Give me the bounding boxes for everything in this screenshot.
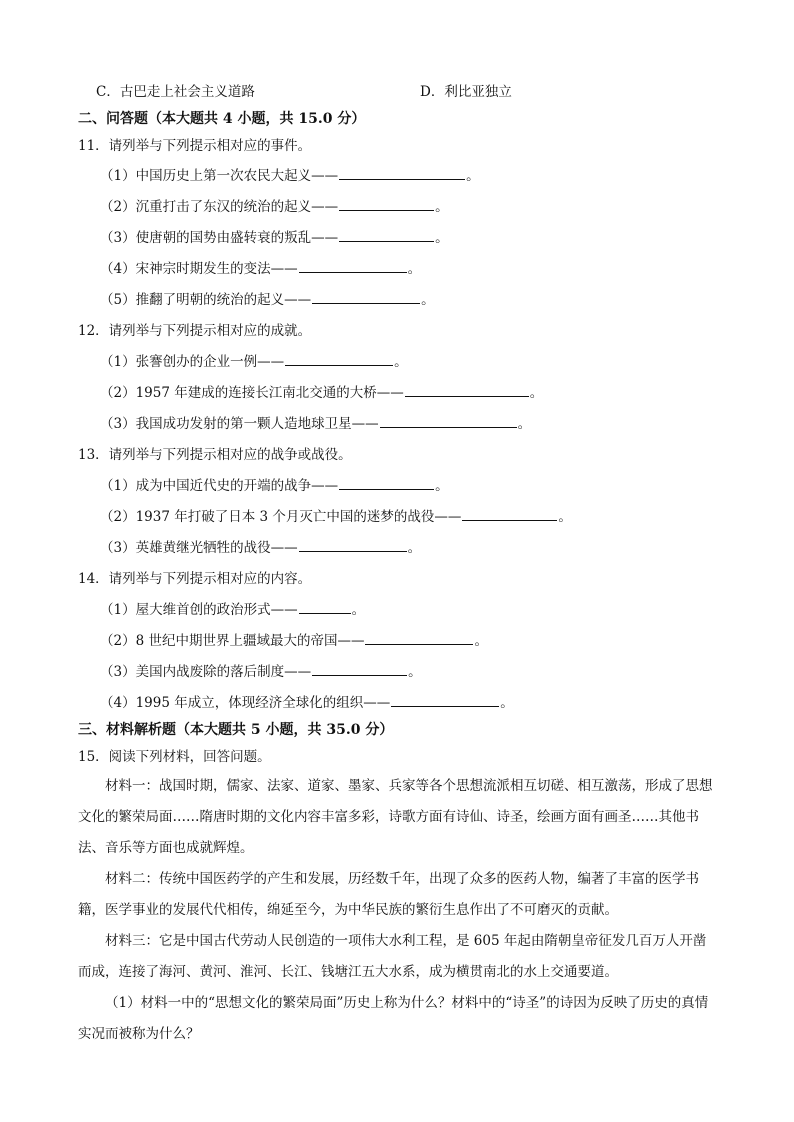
answer-blank[interactable] <box>339 477 434 490</box>
q14-item-2-end: 。 <box>474 633 488 649</box>
answer-blank[interactable] <box>299 260 407 273</box>
q14-item-1-end: 。 <box>351 602 366 618</box>
q13-item-2-text: （2）1937 年打破了日本 3 个月灭亡中国的迷梦的战役—— <box>100 509 462 525</box>
q13-item-1-text: （1）成为中国近代史的开端的战争—— <box>100 478 339 494</box>
q15-material-2: 材料二：传统中国医药学的产生和发展，历经数千年，出现了众多的医药人物，编著了丰富的医学书籍，医学事业的发展代代相传，绵延至今，为中华民族的繁衍生息作出了不可磨灭的贡献。 <box>78 871 699 918</box>
q11-item-5-text: （5）推翻了明朝的统治的起义—— <box>100 292 312 308</box>
q12-item-1-text: （1）张謇创办的企业一例—— <box>100 354 285 370</box>
q13-item-3-end: 。 <box>407 540 422 556</box>
answer-blank[interactable] <box>365 632 473 645</box>
q14-item-4-text: （4）1995 年成立，体现经济全球化的组织—— <box>100 695 391 711</box>
answer-blank[interactable] <box>339 229 434 242</box>
q11-item-1 <box>100 167 480 185</box>
answer-blank[interactable] <box>462 508 557 521</box>
q14-item-1-text: （1）屋大维首创的政治形式—— <box>100 602 298 618</box>
q12-item-2-text: （2）1957 年建成的连接长江南北交通的大桥—— <box>100 385 404 401</box>
option-d: D．利比亚独立 <box>420 84 512 100</box>
q15-subquestion-1: （1）材料一中的“思想文化的繁荣局面”历史上称为什么？材料中的“诗圣”的诗因为反映了历史的真情实况而被称为什么？ <box>78 995 709 1042</box>
q11-item-2 <box>100 198 449 216</box>
q11-item-1-end: 。 <box>466 168 480 184</box>
section-2-title: 二、问答题（本大题共 4 小题，共 15.0 分） <box>78 111 366 127</box>
q12-item-1-end: 。 <box>394 354 408 370</box>
q12-item-3 <box>100 415 531 433</box>
q13-stem: 13．请列举与下列提示相对应的战争或战役。 <box>78 447 352 463</box>
answer-blank[interactable] <box>312 663 407 676</box>
q11-item-4-end: 。 <box>407 261 422 277</box>
q14-item-2 <box>100 632 488 650</box>
q14-item-1 <box>100 601 365 619</box>
q15-material-1: 材料一：战国时期，儒家、法家、道家、墨家、兵家等各个思想流派相互切磋、相互激荡，形成了思想文化的繁荣局面……隋唐时期的文化内容丰富多彩，诗歌方面有诗仙、诗圣，绘画方面有画圣……其他书法、音乐等方面也成就辉煌。 <box>78 778 713 856</box>
answer-blank[interactable] <box>299 539 407 552</box>
answer-blank[interactable] <box>405 384 529 397</box>
q12-item-2 <box>100 384 543 402</box>
q13-item-1-end: 。 <box>435 478 449 494</box>
q11-item-4-text: （4）宋神宗时期发生的变法—— <box>100 261 298 277</box>
q11-item-4 <box>100 260 421 278</box>
q12-item-2-end: 。 <box>529 385 544 401</box>
q11-item-2-text: （2）沉重打击了东汉的统治的起义—— <box>100 199 339 215</box>
answer-blank[interactable] <box>299 601 351 614</box>
q14-item-2-text: （2）8 世纪中期世界上疆域最大的帝国—— <box>100 633 365 649</box>
q11-item-2-end: 。 <box>435 199 449 215</box>
q14-item-4 <box>100 694 514 712</box>
q12-item-3-text: （3）我国成功发射的第一颗人造地球卫星—— <box>100 416 379 432</box>
answer-blank[interactable] <box>312 291 420 304</box>
q11-item-5 <box>100 291 435 309</box>
q13-item-2 <box>100 508 572 526</box>
q11-item-3-end: 。 <box>435 230 449 246</box>
option-c: C．古巴走上社会主义道路 <box>96 84 255 100</box>
q14-item-3-text: （3）美国内战废除的落后制度—— <box>100 664 312 680</box>
answer-blank[interactable] <box>380 415 517 428</box>
q11-item-5-end: 。 <box>421 292 435 308</box>
answer-blank[interactable] <box>339 167 465 180</box>
q11-item-3 <box>100 229 449 247</box>
q13-item-3-text: （3）英雄黄继光牺牲的战役—— <box>100 540 298 556</box>
q14-item-3 <box>100 663 422 681</box>
answer-blank[interactable] <box>285 353 393 366</box>
q11-item-1-text: （1）中国历史上第一次农民大起义—— <box>100 168 339 184</box>
answer-blank[interactable] <box>339 198 434 211</box>
answer-blank[interactable] <box>391 694 499 707</box>
q15-material-3: 材料三：它是中国古代劳动人民创造的一项伟大水利工程，是 605 年起由隋朝皇帝征发几百万人开凿而成，连接了海河、黄河、淮河、长江、钱塘江五大水系，成为横贯南北的水上交通要道。 <box>78 933 707 980</box>
q12-item-3-end: 。 <box>517 416 532 432</box>
q13-item-3 <box>100 539 421 557</box>
section-3-title: 三、材料解析题（本大题共 5 小题，共 35.0 分） <box>78 722 394 738</box>
q13-item-1 <box>100 477 449 495</box>
q14-item-3-end: 。 <box>408 664 422 680</box>
q13-item-2-end: 。 <box>558 509 572 525</box>
q11-stem: 11．请列举与下列提示相对应的事件。 <box>78 138 312 154</box>
q11-item-3-text: （3）使唐朝的国势由盛转衰的叛乱—— <box>100 230 339 246</box>
q15-stem: 15．阅读下列材料，回答问题。 <box>78 749 271 765</box>
q14-item-4-end: 。 <box>500 695 514 711</box>
q12-stem: 12．请列举与下列提示相对应的成就。 <box>78 323 312 339</box>
q12-item-1 <box>100 353 408 371</box>
q14-stem: 14．请列举与下列提示相对应的内容。 <box>78 571 312 587</box>
